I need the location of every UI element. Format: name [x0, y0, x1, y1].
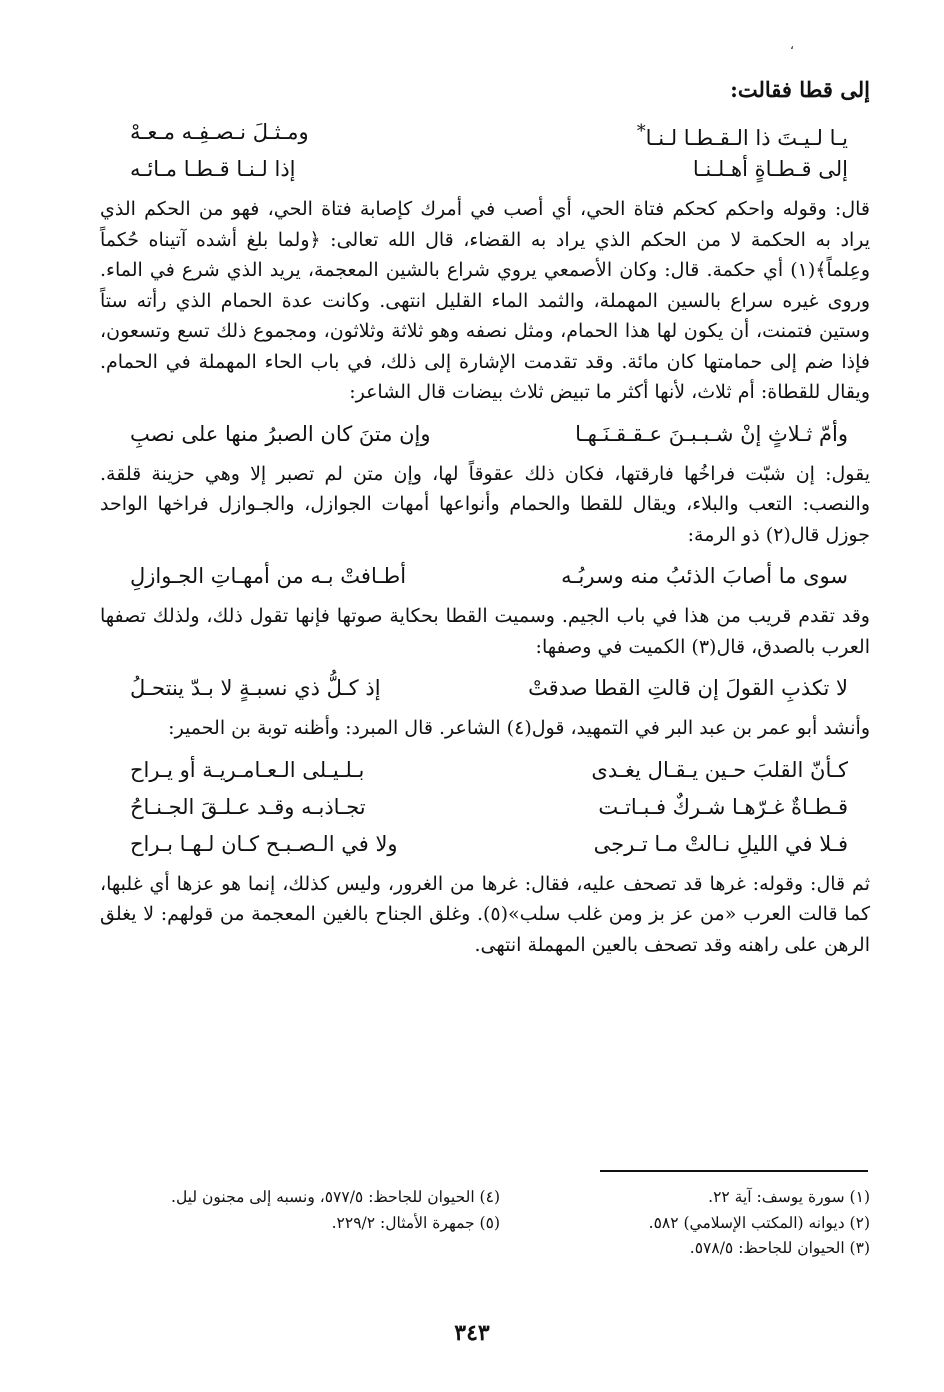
poem-1	[100, 114, 870, 188]
verse-first-hemistich: لا تكذبِ القولَ إن قالتِ القطا صدقتْ	[528, 676, 848, 700]
paragraph-4: وأنشد أبو عمر بن عبد البر في التمهيد، قول(٤) الشاعر. قال المبرد: وأظنه توبة بن الحمير:	[168, 717, 870, 739]
verse-line	[100, 670, 870, 707]
verse-first-hemistich: فـلا في الليلِ نـالتْ مـا تـرجى	[593, 831, 848, 856]
verse-asterisk: *	[636, 122, 646, 142]
footnote: (٢) ديوانه (المكتب الإسلامي) ٥٨٢.	[648, 1213, 870, 1232]
verse-line	[100, 151, 870, 188]
verse-first-hemistich: كـأنّ القلبَ حـين يـقـال يغـدى	[591, 757, 848, 782]
verse-second-hemistich: إذا لـنـا قـطـا مـائـه	[130, 157, 296, 181]
paragraph-1: قال: وقوله واحكم كحكم فتاة الحي، أي أصب في أمرك كإصابة فتاة الحي، فهو من الحكم الذي يراد به الحكمة لا من الحكم الذي يراد به القضاء، قال الله تعالى: ﴿ولما بلغ أشده آتيناه حُكماً وعِلماً﴾(١) أي حكمة. قال: وكان الأصمعي يروي شراع بالشين المعجمة، يريد الذي شرع في الماء. وروى غيره سراع بالسين المهملة، والثمد الماء القليل انتهى. وكانت عدة الحمام الذي رأته ستاً وستين فتمنت، أن يكون لها هذا الحمام، ومثل نصفه وهو ثلاثة وثلاثون، ومجموع ذلك تسع وتسعون، فإذا ضم إلى حمامتها كان مائة. وقد تقدمت الإشارة إلى ذلك، في باب الحاء المهملة في الحمام. ويقال للقطاة: أم ثلاث، لأنها أكثر ما تبيض ثلاث بيضات قال الشاعر:	[100, 198, 870, 403]
verse-second-hemistich: بـلـيـلى الـعـامـريـة أو يـراح	[130, 757, 365, 782]
verse-first-hemistich: يـا لـيـتَ ذا الـقـطـا لـنـا*	[636, 122, 848, 150]
verse-first-hemistich: قـطـاةٌ غـرّهـا شـركٌ فـبـاتـت	[598, 794, 848, 819]
footnote-separator	[600, 1170, 868, 1172]
verse-line	[100, 558, 870, 595]
footnotes-left-column	[100, 1185, 500, 1236]
poem-3	[100, 558, 870, 595]
footnote: (٤) الحيوان للجاحظ: ٥٧٧/٥، ونسبه إلى مجنون ليل.	[171, 1188, 500, 1206]
footnote: (١) سورة يوسف: آية ٢٢.	[708, 1188, 870, 1206]
verse-line	[100, 752, 870, 789]
section-heading: إلى قطا فقالت:	[730, 77, 870, 102]
paragraph-3: وقد تقدم قريب من هذا في باب الجيم. وسميت القطا بحكاية صوتها فإنها تقول ذلك، ولذلك تصفها العرب بالصدق، قال(٣) الكميت في وصفها:	[100, 605, 870, 658]
verse-line	[100, 114, 870, 151]
verse-first-hemistich: إلى قـطـاةٍ أهـلـنـا	[692, 157, 848, 181]
verse-line	[100, 826, 870, 863]
footnotes-right-column	[580, 1185, 870, 1262]
paragraph-5: ثم قال: وقوله: غرها قد تصحف عليه، فقال: غرها من الغرور، وليس كذلك، إنما هو عزها أي غلبها، كما قالت العرب «من عز بز ومن غلب سلب»(٥). وغلق الجناح بالغين المعجمة من قولهم: لا يغلق الرهن على راهنه وقد تصحف بالعين المهملة انتهى.	[100, 872, 870, 956]
verse-line	[100, 789, 870, 826]
page-number: ٣٤٣	[454, 1320, 490, 1346]
verse-second-hemistich: تجـاذبـه وقـد عـلـقَ الجـنـاحُ	[130, 794, 366, 819]
verse-first-hemistich: سوى ما أصابَ الذئبُ منه وسربُـه	[561, 564, 848, 588]
poem-4	[100, 670, 870, 707]
footnote: (٥) جمهرة الأمثال: ٢٢٩/٢.	[331, 1213, 500, 1232]
page-body	[100, 70, 870, 968]
verse-first-hemistich: وأمّ ثـلاثٍ إنْ شـبـبـنَ عـقـقـنَـهـا	[575, 421, 848, 446]
verse-second-hemistich: وإن متنَ كان الصبرُ منها على نصبِ	[130, 421, 431, 446]
verse-second-hemistich: أطـافتْ بـه من أمهـاتِ الجـوازلِ	[130, 564, 407, 588]
verse-second-hemistich: إذ كـلُّ ذي نسبـةٍ لا بـدّ ينتحـلُ	[130, 676, 381, 700]
poem-5	[100, 752, 870, 863]
verse-second-hemistich: ولا في الـصـبـح كـان لـهـا بـراح	[130, 831, 398, 856]
footnote: (٣) الحيوان للجاحظ: ٥٧٨/٥.	[689, 1239, 870, 1257]
paragraph-2: يقول: إن شبّت فراخُها فارقتها، فكان ذلك عقوقاً لها، وإن متن لم تصبر إلا وهي حزينة قلقة. والنصب: التعب والبلاء، ويقال للقطا والحمام وأنواعها أمهات الجوازل، والجـوازل فراخها الواحد جوزل قال(٢) ذو الرمة:	[100, 462, 870, 546]
verse-second-hemistich: ومـثـلَ نـصـفِـه مـعـهْ	[130, 120, 309, 144]
verse-line	[100, 416, 870, 453]
poem-2	[100, 416, 870, 453]
margin-mark: ،	[790, 38, 794, 52]
